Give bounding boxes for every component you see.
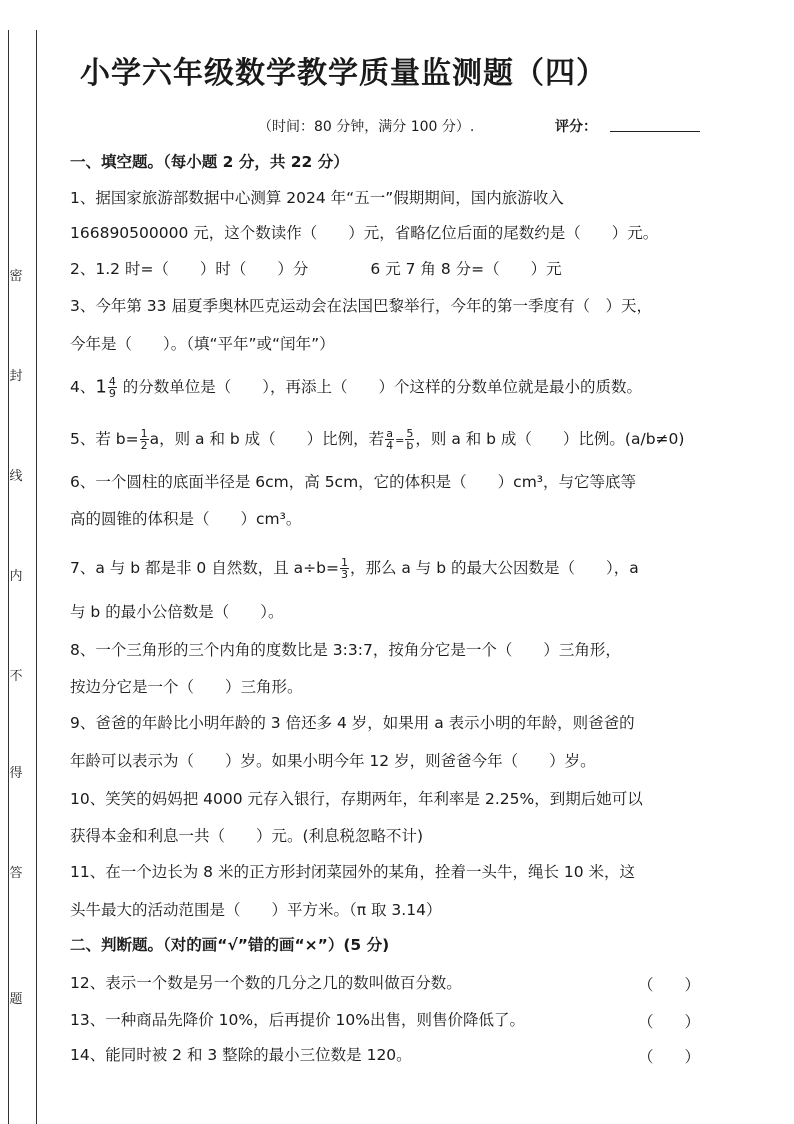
section-fill-blank: 一、填空题。（每小题 2 分，共 22 分） xyxy=(70,153,349,171)
q6-line1: 6、一个圆柱的底面半径是 6cm，高 5cm，它的体积是（ ）cm³，与它等底等 xyxy=(70,473,637,491)
section-judgement: 二、判断题。（对的画“√”错的画“×”）(5 分) xyxy=(70,936,390,954)
seal-char: 题 xyxy=(9,992,23,1007)
q6-line2: 高的圆锥的体积是（ ）cm³。 xyxy=(70,510,302,528)
q7-line2: 与 b 的最小公倍数是（ ）。 xyxy=(70,603,284,621)
q10-line2: 获得本金和利息一共（ ）元。(利息税忽略不计) xyxy=(70,827,424,845)
mixed-int: 1 xyxy=(95,376,107,398)
q7-line1: 7、a 与 b 都是非 0 自然数，且 a÷b= $\frac{1}{3}$ ，那么 a 与 b 的最大公因数是（ ），a xyxy=(70,556,639,581)
seal-char: 得 xyxy=(9,766,23,781)
q10-line1: 10、笑笑的妈妈把 4000 元存入银行，存期两年，年利率是 2.25%，到期后她可以 xyxy=(70,790,643,808)
q11-line2: 头牛最大的活动范围是（ ）平方米。（π 取 3.14） xyxy=(70,901,442,919)
answer-paren[interactable]: （ ） xyxy=(638,1048,701,1066)
q12: 12、表示一个数是另一个数的几分之几的数叫做百分数。 xyxy=(70,974,462,992)
answer-paren[interactable]: （ ） xyxy=(638,976,701,994)
q14: 14、能同时被 2 和 3 整除的最小三位数是 120。 xyxy=(70,1046,412,1064)
q5: 5、若 b= $\frac{1}{2}$ a，则 a 和 b 成（ ）比例，若 $\frac{a}{4}$ = $\frac{5}{b}$ ，则 a 和 b 成（ ）比例。(a/b≠0) xyxy=(70,427,685,452)
answer-paren[interactable]: （ ） xyxy=(638,1013,701,1031)
seal-char: 封 xyxy=(9,369,23,384)
fraction: $\frac{a}{4}$ xyxy=(386,427,394,452)
seal-char: 密 xyxy=(9,269,23,284)
seal-char: 不 xyxy=(9,669,23,684)
fraction: $\frac{4}{9}$ xyxy=(108,375,116,400)
q9-line1: 9、爸爸的年龄比小明年龄的 3 倍还多 4 岁，如果用 a 表示小明的年龄，则爸爸的 xyxy=(70,714,635,732)
q3-line1: 3、今年第 33 届夏季奥林匹克运动会在法国巴黎举行，今年的第一季度有（ ）天， xyxy=(70,297,652,315)
q8-line1: 8、一个三角形的三个内角的度数比是 3:3:7，按角分它是一个（ ）三角形， xyxy=(70,641,621,659)
fraction: $\frac{5}{b}$ xyxy=(406,427,414,452)
score-label: 评分： xyxy=(555,119,597,135)
q1-line1: 1、据国家旅游部数据中心测算 2024 年“五一”假期期间，国内旅游收入 xyxy=(70,189,564,207)
q4: 4、1 $\frac{4}{9}$ 的分数单位是（ ），再添上（ ）个这样的分数单位就是最小的质数。 xyxy=(70,375,643,400)
q13: 13、一种商品先降价 10%，后再提价 10%出售，则售价降低了。 xyxy=(70,1011,525,1029)
q1-line2: 166890500000 元，这个数读作（ ）元，省略亿位后面的尾数约是（ ）元。 xyxy=(70,224,659,242)
seal-char: 线 xyxy=(9,469,23,484)
q11-line1: 11、在一个边长为 8 米的正方形封闭菜园外的某角，拴着一头牛，绳长 10 米，这 xyxy=(70,863,636,881)
seal-column xyxy=(0,0,38,1124)
seal-char: 内 xyxy=(9,569,23,584)
q2: 2、1.2 时=（ ）时（ ）分 6 元 7 角 8 分=（ ）元 xyxy=(70,260,562,278)
q8-line2: 按边分它是一个（ ）三角形。 xyxy=(70,678,303,696)
exam-info: （时间：80 分钟，满分 100 分）. xyxy=(258,119,475,135)
seal-char: 答 xyxy=(9,866,23,881)
q3-line2: 今年是（ ）。（填“平年”或“闰年”） xyxy=(70,335,335,353)
page-title: 小学六年级数学教学质量监测题（四） xyxy=(80,56,607,91)
fraction: $\frac{1}{2}$ xyxy=(140,427,148,452)
q9-line2: 年龄可以表示为（ ）岁。如果小明今年 12 岁，则爸爸今年（ ）岁。 xyxy=(70,752,596,770)
fraction: $\frac{1}{3}$ xyxy=(340,556,348,581)
score-blank[interactable] xyxy=(610,131,700,132)
